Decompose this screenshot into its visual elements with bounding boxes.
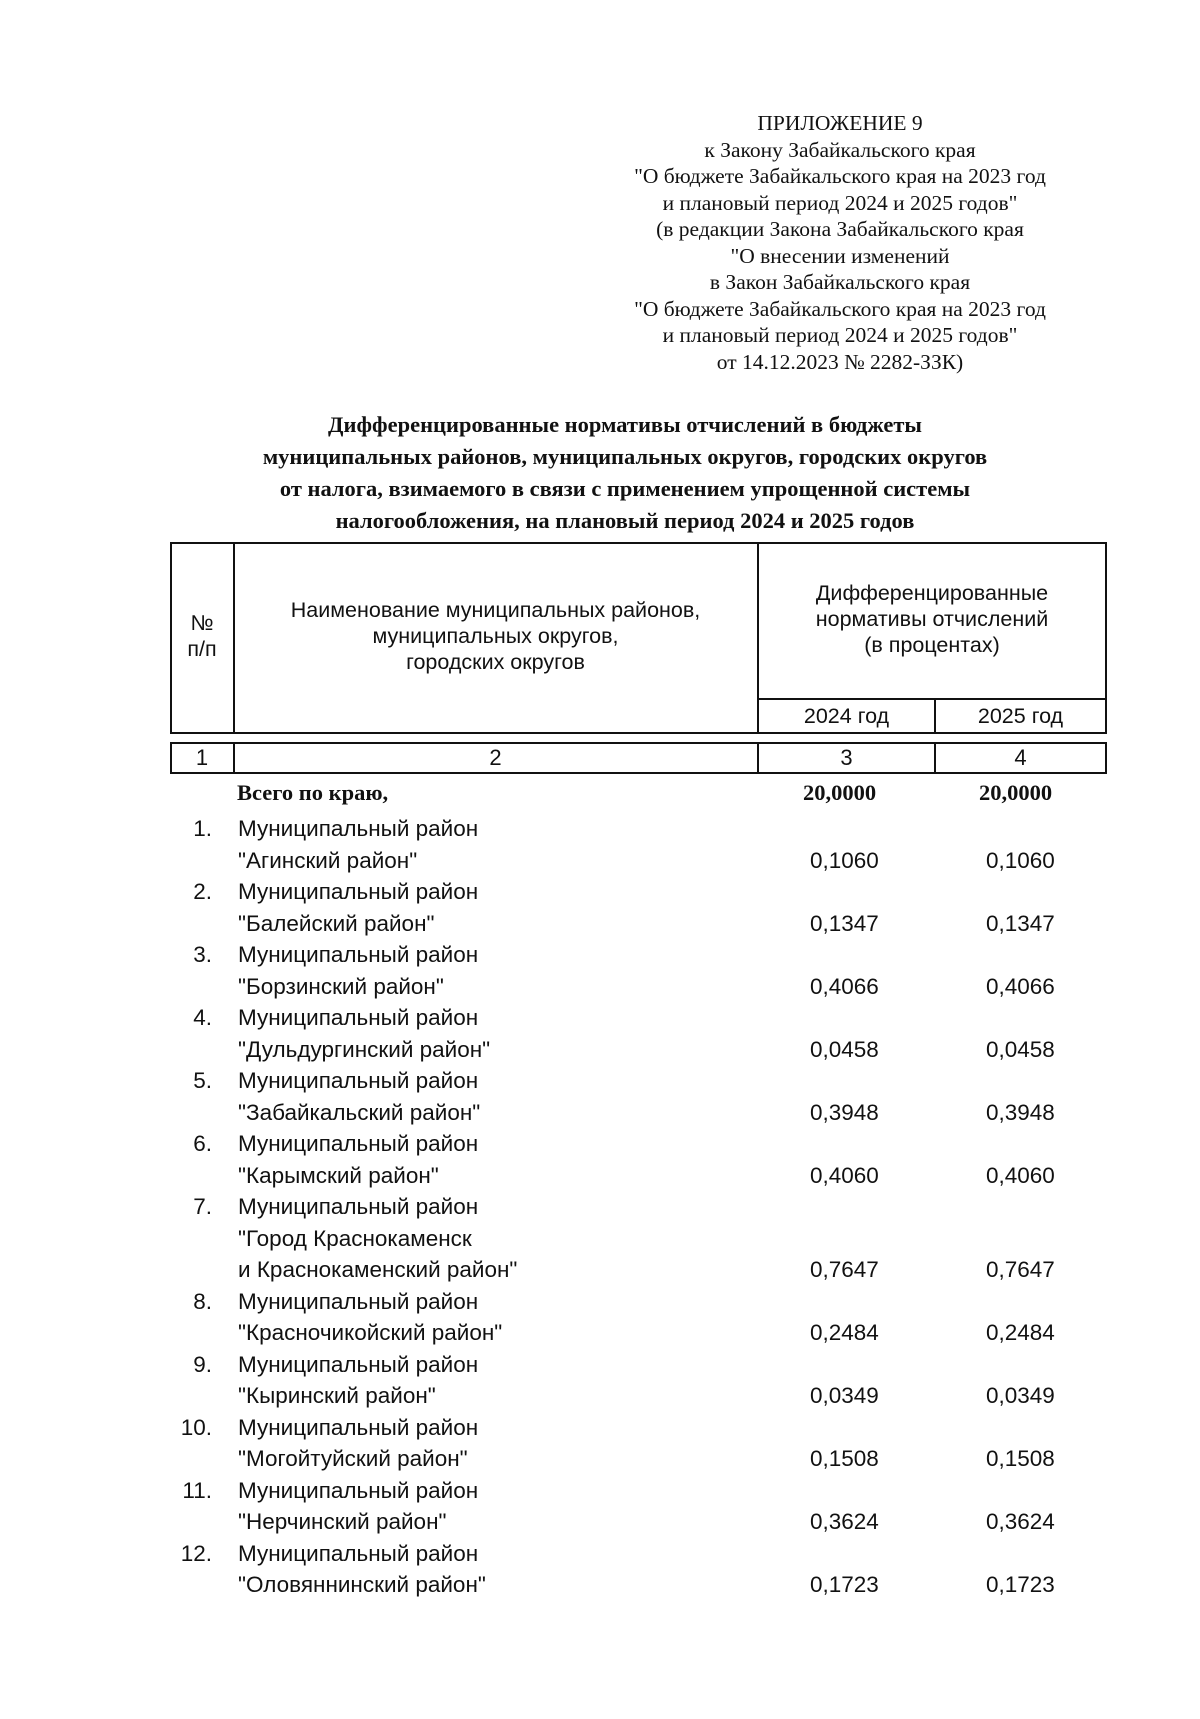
annex-line: "О внесении изменений <box>730 243 950 268</box>
row-value-2024: 0,7647 <box>810 1257 879 1282</box>
row-name-line: Муниципальный район <box>238 816 479 841</box>
row-number: 7. <box>193 1194 212 1219</box>
row-name-line: Муниципальный район <box>238 1414 479 1440</box>
row-value-2025: 0,1508 <box>986 1446 1055 1471</box>
row-name-line: Муниципальный район <box>238 879 479 904</box>
annex-line: ПРИЛОЖЕНИЕ 9 <box>757 111 923 135</box>
row-name-line: Муниципальный район <box>238 1131 479 1156</box>
header-name-line: муниципальных округов, <box>372 624 619 648</box>
document-title <box>170 409 1080 537</box>
row-value-2025: 0,1060 <box>986 847 1055 873</box>
row-value-2025: 0,7647 <box>986 1257 1055 1282</box>
title-line: муниципальных районов, муниципальных округов, городских округов <box>262 444 988 469</box>
row-name <box>238 1286 678 1349</box>
row-value-2025: 0,0458 <box>986 1036 1055 1062</box>
header-number-symbol: № <box>190 611 214 635</box>
row-name <box>238 1538 678 1601</box>
row-value-2025: 0,3948 <box>986 1099 1055 1125</box>
row-name-line: "Кыринский район" <box>238 1383 436 1408</box>
row-name-line: "Карымский район" <box>238 1162 439 1188</box>
row-value-2024: 0,1347 <box>810 910 879 936</box>
row-value-2025: 0,4066 <box>986 973 1055 999</box>
table-border <box>757 698 1107 700</box>
title-line: от налога, взимаемого в связи с применением упрощенной системы <box>279 476 971 501</box>
column-number: 2 <box>489 745 502 770</box>
row-number: 6. <box>193 1131 212 1156</box>
header-name-line: городских округов <box>406 650 585 674</box>
row-number: 10. <box>180 1414 212 1440</box>
column-number-row <box>170 742 1107 774</box>
row-name <box>238 813 678 876</box>
column-number: 3 <box>840 745 853 770</box>
annex-line: "О бюджете Забайкальского края на 2023 год <box>634 164 1046 188</box>
annex-line: в Закон Забайкальского края <box>709 270 971 294</box>
header-norms-line: Дифференцированные <box>815 581 1049 605</box>
annex-line: к Закону Забайкальского края <box>704 137 976 162</box>
row-name-line: "Дульдургинский район" <box>238 1036 491 1062</box>
annex-header <box>600 110 1080 375</box>
annex-line: "О бюджете Забайкальского края на 2023 год <box>634 296 1046 321</box>
title-line: налогообложения, на плановый период 2024 и 2025 годов <box>335 508 915 533</box>
row-value-2024: 0,0349 <box>810 1383 879 1408</box>
row-name-line: Муниципальный район <box>238 1288 479 1314</box>
row-name-line: Муниципальный район <box>238 1068 479 1093</box>
column-number: 4 <box>1014 745 1027 770</box>
row-name <box>238 1412 678 1475</box>
header-year-2024: 2024 год <box>803 704 890 728</box>
row-number: 8. <box>193 1288 212 1314</box>
row-number: 1. <box>193 816 212 841</box>
table-border <box>1105 742 1107 774</box>
title-line: Дифференцированные нормативы отчислений в бюджеты <box>328 412 922 437</box>
row-name <box>238 1191 678 1286</box>
row-value-2025: 0,1347 <box>986 910 1055 936</box>
row-name-line: Муниципальный район <box>238 1351 479 1377</box>
row-number: 11. <box>182 1477 212 1503</box>
total-label: Всего по краю, <box>237 780 389 805</box>
header-name-cell <box>234 597 757 675</box>
row-number: 5. <box>193 1068 212 1093</box>
row-value-2025: 0,3624 <box>986 1509 1055 1534</box>
annex-line: и плановый период 2024 и 2025 годов" <box>662 190 1018 215</box>
row-number: 3. <box>193 942 212 967</box>
header-norms-cell <box>759 580 1105 658</box>
total-2025: 20,0000 <box>979 780 1053 805</box>
row-name-line: Муниципальный район <box>238 942 479 967</box>
row-value-2024: 0,1060 <box>810 847 879 873</box>
row-value-2024: 0,3948 <box>810 1099 879 1125</box>
row-name-line: "Агинский район" <box>238 847 418 873</box>
column-number: 1 <box>195 745 209 770</box>
row-name-line: "Оловяннинский район" <box>238 1572 486 1597</box>
annex-line: (в редакции Закона Забайкальского края <box>656 217 1024 241</box>
table-border <box>1105 542 1107 734</box>
table-border <box>170 542 1107 544</box>
row-name-line: Муниципальный район <box>238 1477 479 1503</box>
row-name-line: "Город Краснокаменск <box>238 1225 472 1251</box>
row-name-line: "Балейский район" <box>238 910 435 936</box>
row-value-2024: 0,1723 <box>810 1572 879 1597</box>
row-value-2025: 0,2484 <box>986 1320 1055 1345</box>
row-number: 12. <box>180 1540 212 1566</box>
table-border <box>170 732 1107 734</box>
header-norms-line: нормативы отчислений <box>815 607 1049 631</box>
header-name-line: Наименование муниципальных районов, <box>290 598 701 622</box>
row-name-line: Муниципальный район <box>238 1540 479 1566</box>
table-header <box>170 542 1107 734</box>
row-name <box>238 1002 678 1065</box>
row-value-2025: 0,0349 <box>986 1383 1055 1408</box>
row-name <box>238 939 678 1002</box>
row-name-line: "Красночикойский район" <box>238 1320 503 1345</box>
row-name <box>238 1065 678 1128</box>
row-value-2024: 0,0458 <box>810 1036 879 1062</box>
row-value-2024: 0,3624 <box>810 1509 879 1534</box>
row-value-2024: 0,2484 <box>810 1320 879 1345</box>
row-name <box>238 876 678 939</box>
header-number-cell <box>170 610 234 662</box>
row-name-line: "Забайкальский район" <box>238 1099 481 1125</box>
annex-line: и плановый период 2024 и 2025 годов" <box>662 323 1018 347</box>
row-value-2024: 0,1508 <box>810 1446 879 1471</box>
row-value-2024: 0,4066 <box>810 973 879 999</box>
row-value-2025: 0,4060 <box>986 1162 1055 1188</box>
header-norms-line: (в процентах) <box>864 633 1000 657</box>
annex-line: от 14.12.2023 № 2282-ЗЗК) <box>716 349 964 374</box>
row-name-line: "Нерчинский район" <box>238 1509 447 1534</box>
row-name <box>238 1475 678 1538</box>
row-number: 9. <box>193 1351 212 1377</box>
header-number-label: п/п <box>187 637 217 661</box>
row-name <box>238 1128 678 1191</box>
row-name <box>238 1349 678 1412</box>
row-number: 4. <box>193 1005 212 1030</box>
row-name-line: Муниципальный район <box>238 1194 479 1219</box>
row-value-2025: 0,1723 <box>986 1572 1055 1597</box>
row-name-line: "Могойтуйский район" <box>238 1446 468 1471</box>
header-year-2025: 2025 год <box>977 704 1064 728</box>
row-value-2024: 0,4060 <box>810 1162 879 1188</box>
row-name-line: "Борзинский район" <box>238 973 444 999</box>
row-name-line: и Краснокаменский район" <box>238 1257 518 1282</box>
row-number: 2. <box>193 879 212 904</box>
row-name-line: Муниципальный район <box>238 1005 479 1030</box>
total-2024: 20,0000 <box>803 780 877 805</box>
